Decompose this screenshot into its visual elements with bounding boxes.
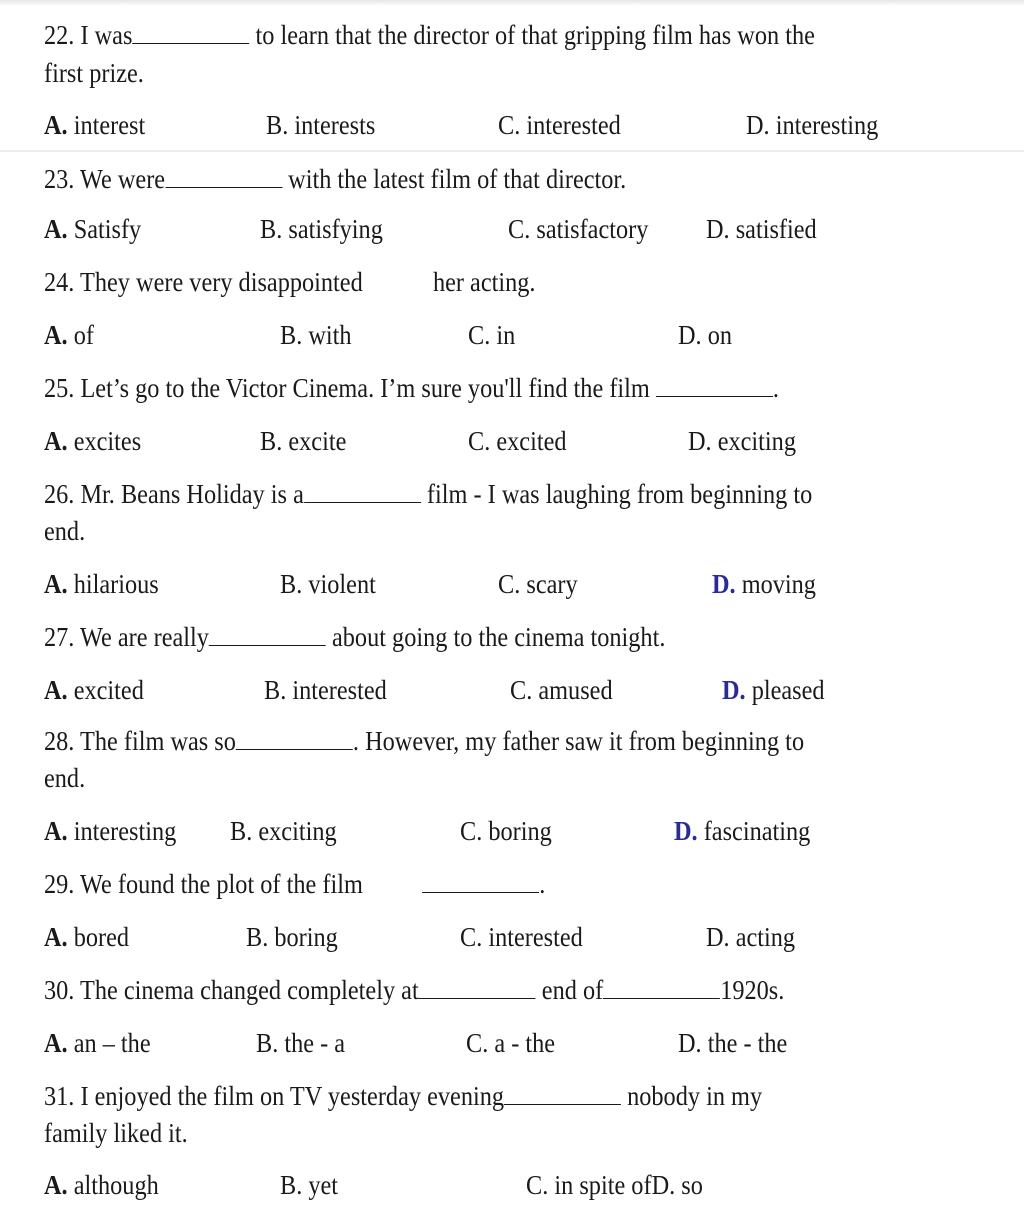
question-number: 24. — [44, 267, 75, 297]
question-number: 23. — [44, 164, 75, 194]
option-text: satisfied — [735, 214, 817, 244]
option-letter: C. — [510, 675, 533, 705]
option-letter: C. — [466, 1028, 489, 1058]
question-24-option-a[interactable] — [44, 318, 94, 352]
question-22-stem-line2: first prize. — [44, 58, 144, 88]
stem-text: We found the plot of the film — [80, 869, 363, 899]
option-text: exciting — [258, 816, 337, 846]
stem-text: film - I was laughing from beginning to — [426, 479, 813, 509]
option-text: pleased — [751, 675, 825, 705]
option-text: a - the — [494, 1028, 556, 1058]
question-27-option-a[interactable] — [44, 673, 144, 707]
question-28-option-b[interactable] — [230, 814, 337, 848]
option-letter: C. — [468, 320, 491, 350]
option-letter: D. — [712, 569, 736, 599]
answer-blank[interactable] — [656, 374, 773, 397]
option-letter: D. — [651, 1170, 676, 1200]
question-22-stem — [44, 18, 815, 52]
question-number: 29. — [44, 869, 75, 899]
stem-text: Let’s go to the Victor Cinema. I’m sure you'll find the film — [80, 373, 650, 403]
answer-blank[interactable] — [165, 165, 282, 188]
option-text: an – the — [73, 1028, 151, 1058]
option-letter: D. — [678, 320, 702, 350]
question-31-stem — [44, 1079, 762, 1113]
option-text: moving — [741, 569, 816, 599]
option-text: so — [681, 1170, 703, 1200]
question-29-option-a[interactable] — [44, 920, 129, 954]
option-text: fascinating — [703, 816, 811, 846]
question-number: 27. — [44, 622, 75, 652]
option-text: excited — [73, 675, 144, 705]
question-25-option-c[interactable] — [468, 424, 567, 458]
stem-text: The film was so — [80, 726, 236, 756]
option-letter: C. — [460, 816, 483, 846]
option-letter: B. — [230, 816, 253, 846]
option-text: excites — [73, 426, 142, 456]
option-letter: B. — [264, 675, 287, 705]
option-text: acting — [735, 922, 796, 952]
answer-blank[interactable] — [236, 727, 353, 750]
question-number: 30. — [44, 975, 75, 1005]
question-26-option-d[interactable] — [712, 567, 816, 601]
question-number: 22. — [44, 20, 75, 50]
option-text: interests — [294, 110, 376, 140]
question-28-stem-line2: end. — [44, 763, 86, 793]
question-22-option-c[interactable] — [498, 108, 621, 142]
answer-blank[interactable] — [504, 1082, 621, 1105]
option-text: excite — [288, 426, 347, 456]
option-text: the - the — [707, 1028, 788, 1058]
question-29-option-d[interactable] — [706, 920, 795, 954]
stem-text: . — [539, 869, 546, 899]
question-26-option-c[interactable] — [498, 567, 578, 601]
option-text: boring — [274, 922, 338, 952]
question-30-option-a[interactable] — [44, 1026, 151, 1060]
question-28-stem — [44, 724, 804, 758]
option-text: hilarious — [73, 569, 159, 599]
question-22-option-a[interactable] — [44, 108, 145, 142]
option-text: yet — [308, 1170, 339, 1200]
question-number: 25. — [44, 373, 75, 403]
option-text: interested — [526, 110, 621, 140]
stem-text: nobody in my — [627, 1081, 763, 1111]
question-24-option-c[interactable] — [468, 318, 515, 352]
question-30-option-b[interactable] — [256, 1026, 345, 1060]
option-letter: B. — [280, 569, 303, 599]
option-text: satisfying — [288, 214, 383, 244]
option-letter: B. — [246, 922, 269, 952]
stem-text: . — [772, 373, 779, 403]
option-letter: D. — [688, 426, 712, 456]
stem-text: her acting. — [432, 267, 536, 297]
option-letter: D. — [706, 214, 730, 244]
option-letter: A. — [44, 1028, 68, 1058]
option-letter: C. — [526, 1170, 549, 1200]
option-text: although — [73, 1170, 159, 1200]
option-letter: A. — [44, 922, 68, 952]
question-27-stem — [44, 620, 665, 654]
option-text: interest — [73, 110, 146, 140]
stem-text: They were very disappointed — [80, 267, 363, 297]
answer-blank[interactable] — [422, 870, 539, 893]
stem-text: We were — [80, 164, 166, 194]
question-26-stem — [44, 477, 812, 511]
option-letter: A. — [44, 675, 68, 705]
stem-text: with the latest film of that director. — [288, 164, 627, 194]
question-26-stem-line2: end. — [44, 516, 86, 546]
question-28-option-d[interactable] — [674, 814, 810, 848]
option-letter: A. — [44, 320, 68, 350]
stem-text: to learn that the director of that gripping film has won the — [255, 20, 815, 50]
question-26-option-a[interactable] — [44, 567, 159, 601]
question-30-option-d[interactable] — [678, 1026, 787, 1060]
stem-text: I enjoyed the film on TV yesterday evening — [80, 1081, 505, 1111]
option-text: interested — [292, 675, 387, 705]
question-31-option-c-d[interactable] — [526, 1168, 703, 1202]
question-23-option-a[interactable] — [44, 212, 141, 246]
option-letter: A. — [44, 816, 68, 846]
answer-blank[interactable] — [209, 623, 326, 646]
option-letter: B. — [266, 110, 289, 140]
option-text: Satisfy — [73, 214, 142, 244]
question-29-stem — [44, 867, 545, 901]
option-letter: C. — [498, 110, 521, 140]
stem-text: about going to the cinema tonight. — [332, 622, 666, 652]
question-22-option-d[interactable] — [746, 108, 878, 142]
question-27-option-b[interactable] — [264, 673, 387, 707]
option-text: scary — [526, 569, 578, 599]
option-text: bored — [73, 922, 130, 952]
option-letter: D. — [706, 922, 730, 952]
stem-text: end of — [541, 975, 604, 1005]
option-letter: A. — [44, 110, 68, 140]
option-text: violent — [308, 569, 376, 599]
question-31-option-b[interactable] — [280, 1168, 338, 1202]
option-text: satisfactory — [536, 214, 649, 244]
question-23-option-b[interactable] — [260, 212, 383, 246]
stem-text: I was — [80, 20, 133, 50]
question-25-option-a[interactable] — [44, 424, 141, 458]
option-text: in spite of — [554, 1170, 652, 1200]
option-text: in — [496, 320, 516, 350]
option-text: with — [308, 320, 352, 350]
question-25-option-d[interactable] — [688, 424, 796, 458]
stem-text: . However, my father saw it from beginning to — [352, 726, 805, 756]
option-letter: C. — [498, 569, 521, 599]
stem-text: We are really — [80, 622, 209, 652]
question-25-stem — [44, 371, 779, 405]
option-letter: B. — [256, 1028, 279, 1058]
top-shade — [0, 0, 1024, 6]
question-24-stem — [44, 265, 535, 299]
option-letter: B. — [260, 214, 283, 244]
option-text: excited — [496, 426, 567, 456]
question-23-stem — [44, 162, 626, 196]
question-30-option-c[interactable] — [466, 1026, 555, 1060]
option-text: interesting — [775, 110, 879, 140]
question-number: 28. — [44, 726, 75, 756]
option-letter: D. — [678, 1028, 702, 1058]
answer-blank[interactable] — [603, 976, 720, 999]
option-text: exciting — [717, 426, 796, 456]
question-25-option-b[interactable] — [260, 424, 346, 458]
question-28-option-a[interactable] — [44, 814, 176, 848]
option-text: interesting — [73, 816, 177, 846]
question-23-option-c[interactable] — [508, 212, 648, 246]
question-31-stem-line2: family liked it. — [44, 1118, 188, 1148]
answer-blank[interactable] — [304, 480, 421, 503]
question-number: 26. — [44, 479, 75, 509]
option-text: the - a — [284, 1028, 346, 1058]
option-text: interested — [488, 922, 583, 952]
stem-text: The cinema changed completely at — [80, 975, 419, 1005]
answer-blank[interactable] — [132, 21, 249, 44]
option-letter: D. — [746, 110, 770, 140]
question-22-option-b[interactable] — [266, 108, 375, 142]
stem-text: 1920s. — [720, 975, 785, 1005]
question-23-option-d[interactable] — [706, 212, 817, 246]
answer-blank[interactable] — [419, 976, 536, 999]
option-letter: A. — [44, 426, 68, 456]
question-31-option-a[interactable] — [44, 1168, 159, 1202]
option-letter: A. — [44, 569, 68, 599]
question-24-option-b[interactable] — [280, 318, 352, 352]
question-27-option-c[interactable] — [510, 673, 613, 707]
option-letter: D. — [674, 816, 698, 846]
question-24-option-d[interactable] — [678, 318, 732, 352]
question-29-option-c[interactable] — [460, 920, 583, 954]
option-letter: C. — [468, 426, 491, 456]
option-text: boring — [488, 816, 552, 846]
option-text: amused — [538, 675, 613, 705]
question-30-stem — [44, 973, 784, 1007]
option-letter: B. — [260, 426, 283, 456]
option-text: of — [73, 320, 94, 350]
question-26-option-b[interactable] — [280, 567, 376, 601]
stem-text: Mr. Beans Holiday is a — [80, 479, 304, 509]
question-number: 31. — [44, 1081, 75, 1111]
option-letter: C. — [508, 214, 531, 244]
question-28-option-c[interactable] — [460, 814, 552, 848]
option-letter: D. — [722, 675, 746, 705]
question-27-option-d[interactable] — [722, 673, 825, 707]
option-letter: C. — [460, 922, 483, 952]
option-letter: A. — [44, 214, 68, 244]
option-letter: B. — [280, 320, 303, 350]
option-text: on — [707, 320, 732, 350]
section-divider — [0, 150, 1024, 152]
option-letter: A. — [44, 1170, 68, 1200]
option-letter: B. — [280, 1170, 303, 1200]
question-29-option-b[interactable] — [246, 920, 338, 954]
